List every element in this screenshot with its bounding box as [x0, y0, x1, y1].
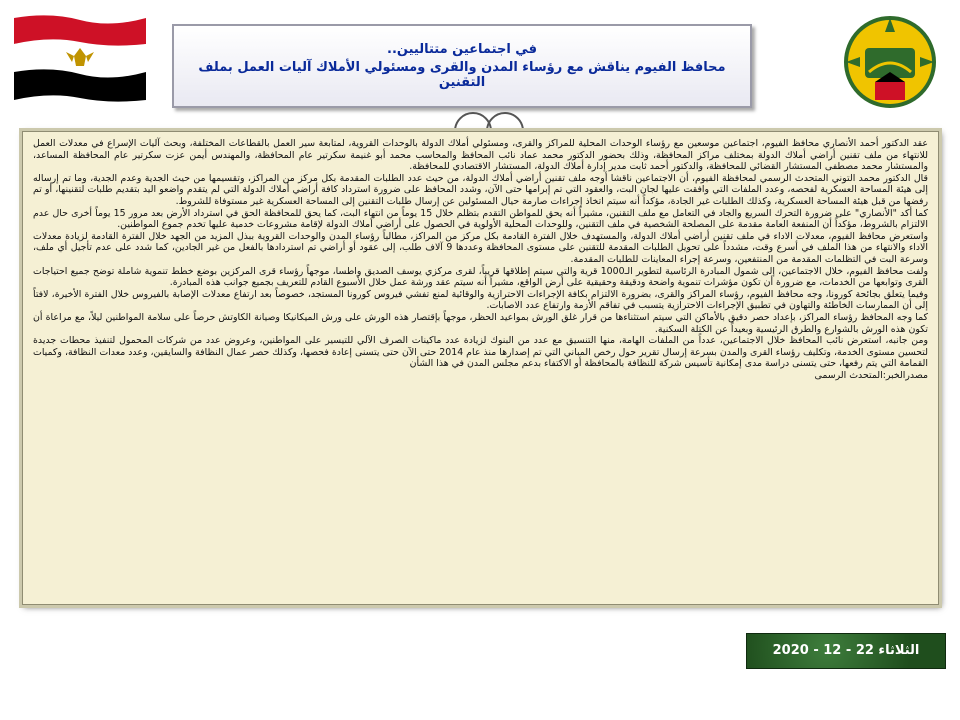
- article-paragraph: واستعرض محافظ الفيوم، معدلات الاداء في ملف تقنين أراضي أملاك الدولة، والمستهدف خلال الفترة القادمة بكل مركز من المراكز، مطالباً رؤساء المدن والوحدات القروية ببذل المزيد من الجهد خلال الفترة القادمة لزيادة معدلات الاداء والانتهاء من هذا الملف في أسرع وقت، مشدداً على تحويل الطلبات المقدمة للتقنين على مستوى المحافظة وعددها 9 آلاف طلب، إلى عقود أو أراضي تم استردادها بالفعل من غير الجادين، كما شدد على عدم تأجيل أي ملف، وسرعة البت في التظلمات المقدمة من المنتفعين، وسرعة إجراء المعاينات للطلبات المقدمة.: [33, 230, 928, 265]
- article-paragraph: ومن جانبه، استعرض نائب المحافظ خلال الاجتماعين، عدداً من الملفات الهامة، منها التنسيق مع عدد من البنوك لزيادة عدد ماكينات الصرف الآلي للتيسير على المواطنين، وعروض عدد من شركات المحمول لتنفيذ محطات جديدة لتحسين مستوى الخدمة، وتكليف رؤساء القرى والمدن بسرعة إرسال تقرير حول رخص المباني التي تم إصدارها منذ عام 2014 حتى الآن حتى يتسنى إعادة فحصها، وكذلك حصر عمال النظافة والسايقين، وعدد معدات النظافة، وكميات القمامة التي يتم رفعها، حتى يتسنى دراسة مدى إمكانية تأسيس شركة للنظافة بالمحافظة أو الاكتفاء بدعم مجلس المدن في هذا الشأن: [33, 335, 928, 370]
- article-paragraph: عقد الدكتور أحمد الأنصاري محافظ الفيوم، اجتماعين موسعين مع رؤساء الوحدات المحلية للمراكز والقرى، ومسئولي أملاك الدولة بالوحدات القروية، لمتابعة سير العمل بالقطاعات المختلفة، وبحث آليات الإسراع في معدلات العمل للانتهاء من ملف تقنين أراضي أملاك الدولة بمختلف مراكز المحافظة، وذلك بحضور الدكتور محمد عماد نائب المحافظ والمحاسب محمد أبو غنيمة سكرتير عام المحافظة، والمهندس أيمن عزت سكرتير عام المحافظة المساعد، والمستشار محمد مصطفى المستشار القضائي للمحافظة، والدكتور أحمد ثابت مدير إدارة أملاك الدولة، المستشار الاقتصادي للمحافظة.: [33, 138, 928, 173]
- article-paragraph: كما وجه المحافظ رؤساء المراكز، بإعداد حصر دقيق بالأماكن التي سيتم استثناءها من قرار غلق الورش بمواعيد الحظر، موجهاً بإقتصار هذه الورش على ورش الميكانيكا وصيانة الكاوتش حرصاً على سلامة المواطنين ليلاً، مع مراعاة أن تكون هذه الورش بالشوارع والطرق الرئيسية وبعيداً عن الكتلة السكنية.: [33, 311, 928, 335]
- article-box: [22, 131, 939, 605]
- article-body: [23, 132, 938, 381]
- article-paragraph: ولفت محافظ الفيوم، خلال الاجتماعين، إلى شمول المبادرة الرئاسية لتطوير الـ1000 قرية والتي سيتم إطلاقها قريباً، لقرى مركزي يوسف الصديق واطسا، موجهاً رؤساء قرى المركزين بوضع خطط تنموية شاملة توضح جميع احتياجات القرى وتوابعها من الخدمات، مع ضرورة أن تكون مؤشرات تنموية واضحة ودقيقة وحقيقية على أرض الواقع، مشيراً أنه سيتم عقد ورشة عمل خلال الأسبوع القادم للتعريف بجميع جوانب هذه المبادرة.: [33, 265, 928, 289]
- news-title-box: [172, 24, 752, 108]
- article-paragraph: وفيما يتعلق بجائحة كورونا، وجه محافظ الفيوم، رؤساء المراكز والقرى، بضرورة الالتزام بكافة الإجراءات الاحترازية والوقائية لمنع تفشي فيروس كورونا المستجد، خصوصاً بعد ارتفاع معدلات الإصابة بالفيروس خلال الفترة الأخيرة، لافتاً إلى أن الممارسات الخاطئة والتهاون في تطبيق الإجراءات الاحترازية يتسبب في تفاقم الأزمة وارتفاع عدد الاصابات.: [33, 288, 928, 312]
- date-badge: الثلاثاء 22 - 12 - 2020: [746, 633, 946, 669]
- egypt-flag-icon: [10, 12, 150, 104]
- article-paragraph: كما أكد "الأنصاري" على ضرورة التحرك السريع والجاد في التعامل مع ملف التقنين، مشيراً أنه يحق للمواطن التقدم بتظلم خلال 15 يوماً من انتهاء البت، كما يحق للمحافظة الحق في استرداد الأرض بعد مرور 15 يوماً أخرى حال عدم الالتزام بالشروط، مؤكداً أن المنفعة العامة مقدمة على المصلحة الشخصية في ملف التقنين، وللوحدات المحلية الأولوية في الحصول على أراضي أملاك الدولة لإقامة مشروعات خدمية عليها تخدم جموع المواطنين.: [33, 207, 928, 231]
- news-title-line-1: في اجتماعين متتاليين..: [387, 42, 537, 57]
- article-paragraph: قال الدكتور محمد التوني المتحدث الرسمي لمحافظة الفيوم، أن الاجتماعين ناقشا أوجه ملف تقنين أراضي أملاك الدولة، من حيث عدد الطلبات المقدمة بكل مركز من المراكز، وتقسيمها من حيث الجدية وعدم الجدية، وما تم إرساله إلى هيئة المساحة العسكرية لفحصه، وعدد الملفات التي وافقت عليها لجان البت، والعقود التي تم إبرامها حتى الآن، وشدد المحافظ على ضرورة استرداد كافة أراضي أملاك الدولة التي لم يتقدم واضعو اليد بتقديم طلبات لتقنينها، أو تم رفضها من قبل هيئة المساحة العسكرية، وكذلك الطلبات غير الجادة، مؤكداً أنه سيتم اتخاذ إجراءات صارمة حيال المسئولين عن إرسال طلبات التقنين إلى المساحة العسكرية غير مستوفاة للشروط.: [33, 172, 928, 207]
- fayoum-governorate-logo: [833, 10, 948, 115]
- news-title-line-2: محافظ الفيوم يناقش مع رؤساء المدن والقرى ومسئولي الأملاك آليات العمل بملف التقنين: [198, 60, 726, 90]
- article-source: مصدرالخبر:المتحدث الرسمى: [814, 369, 928, 381]
